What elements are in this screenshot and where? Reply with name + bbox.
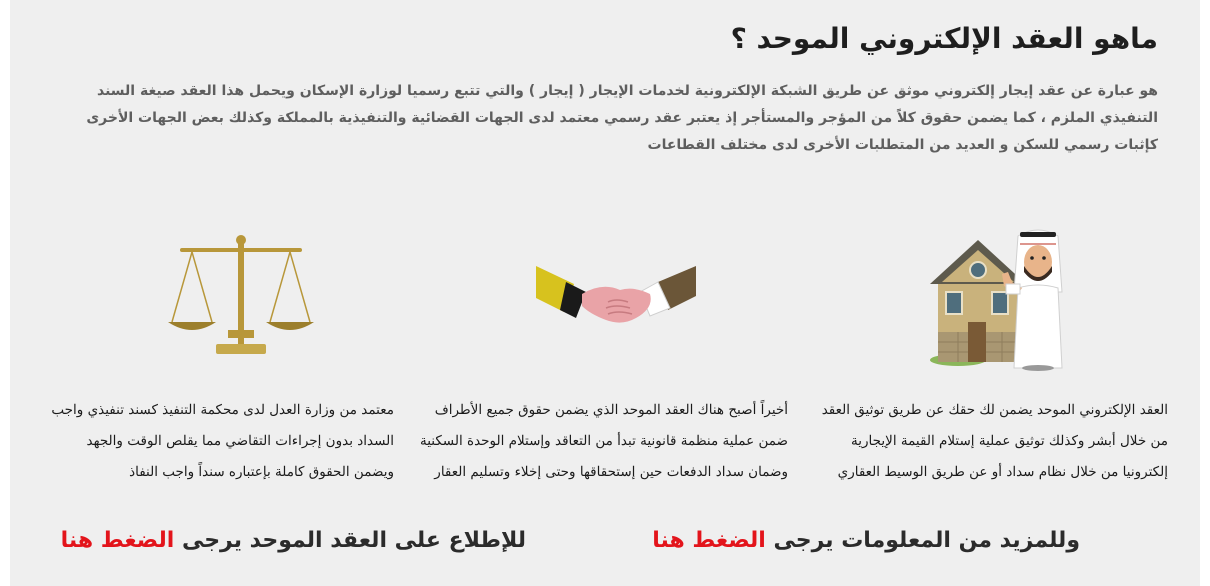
feature-line: معتمد من وزارة العدل لدى محكمة التنفيذ كسند تنفيذي واجب — [51, 402, 394, 418]
feature-text-scales — [51, 395, 394, 488]
feature-line: من خلال أبشر وكذلك توثيق عملية إستلام القيمة الإيجارية — [851, 433, 1168, 449]
view-contract-cta — [61, 528, 526, 553]
intro-line: كإثبات رسمي للسكن و العديد من المتطلبات الأخرى لدى مختلف القطاعات — [647, 137, 1158, 153]
more-info-cta — [652, 528, 1080, 553]
feature-line: إلكترونيا من خلال نظام سداد أو عن طريق الوسيط العقاري — [837, 464, 1168, 480]
feature-line: وضمان سداد الدفعات حين إستحقاقها وحتى إخلاء وتسليم العقار — [434, 464, 788, 480]
feature-text-house — [822, 395, 1168, 488]
intro-line: التنفيذي الملزم ، كما يضمن حقوق كلاً من المؤجر والمستأجر إذ يعتبر عقد رسمي معتمد لدى الجهات القضائية والتنفيذية بالمملكة وكذلك بعض الجهات الأخرى — [86, 110, 1158, 126]
handshake-icon — [536, 252, 696, 342]
view-contract-link[interactable]: الضغط هنا — [60, 528, 175, 553]
intro-paragraph — [68, 78, 1158, 159]
house-agent-icon — [922, 222, 1072, 372]
feature-line: أخيراً أصبح هناك العقد الموحد الذي يضمن حقوق جميع الأطراف — [434, 402, 788, 418]
section-title: ماهو العقد الإلكتروني الموحد ؟ — [730, 22, 1158, 55]
feature-text-handshake — [420, 395, 788, 488]
more-info-link[interactable]: الضغط هنا — [652, 528, 766, 553]
feature-line: العقد الإلكتروني الموحد يضمن لك حقك عن طريق توثيق العقد — [821, 402, 1168, 418]
view-contract-text: للإطلاع على العقد الموحد يرجى — [181, 528, 526, 553]
scales-of-justice-icon — [166, 230, 316, 360]
contract-section — [10, 0, 1200, 586]
more-info-text: وللمزيد من المعلومات يرجى — [773, 528, 1080, 553]
intro-line: هو عبارة عن عقد إيجار إلكتروني موثق عن طريق الشبكة الإلكترونية لخدمات الإيجار ( إيجار ) والتي تتبع رسميا لوزارة الإسكان ويحمل هذا العقد صيغة السند — [97, 83, 1158, 99]
feature-line: ويضمن الحقوق كاملة بإعتباره سنداً واجب النفاذ — [129, 464, 394, 480]
feature-line: ضمن عملية منظمة قانونية تبدأ من التعاقد وإستلام الوحدة السكنية — [419, 433, 788, 449]
feature-line: السداد بدون إجراءات التقاضي مما يقلص الوقت والجهد — [86, 433, 394, 449]
